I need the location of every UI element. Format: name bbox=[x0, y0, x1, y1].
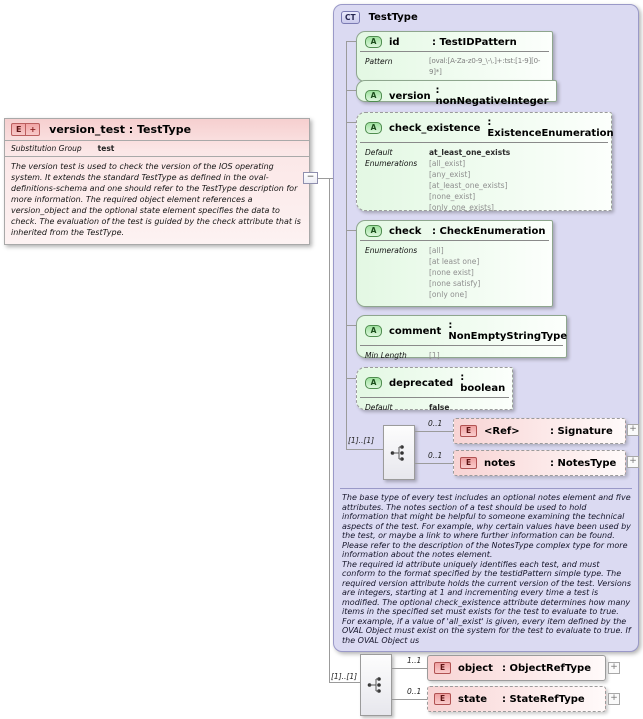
attribute-facets bbox=[357, 398, 512, 416]
element-type: : Signature bbox=[550, 425, 613, 437]
tree-line bbox=[346, 449, 383, 450]
substitution-group-value: test bbox=[97, 144, 115, 153]
element-badge-icon: E bbox=[434, 662, 451, 674]
attribute-badge-icon: A bbox=[365, 122, 382, 134]
expand-button[interactable]: + bbox=[627, 424, 639, 436]
pattern-label: Pattern bbox=[365, 57, 393, 66]
sequence-group-box[interactable] bbox=[360, 654, 392, 716]
attribute-box-deprecated[interactable] bbox=[356, 367, 513, 410]
attribute-facets bbox=[357, 143, 611, 216]
attribute-type: : nonNegativeInteger bbox=[435, 85, 549, 107]
attribute-name: comment bbox=[389, 325, 442, 337]
element-name: <Ref> bbox=[484, 425, 520, 437]
attribute-badge-icon: A bbox=[365, 90, 382, 102]
element-badge-icon: E bbox=[434, 693, 451, 705]
attribute-name: deprecated bbox=[389, 377, 454, 389]
element-name: object bbox=[458, 662, 493, 674]
enumeration-list bbox=[429, 158, 603, 213]
attribute-name: check bbox=[389, 225, 422, 237]
enumeration-item: [all_exist] bbox=[429, 159, 466, 168]
element-type: : ObjectRefType bbox=[502, 662, 591, 674]
testtype-complex-type-panel bbox=[333, 4, 639, 652]
enumeration-item: [all] bbox=[429, 246, 444, 255]
attribute-type: : NonEmptyStringType bbox=[448, 320, 568, 342]
tree-line bbox=[346, 378, 356, 379]
enumeration-item: [any_exist] bbox=[429, 170, 471, 179]
connector-line bbox=[317, 178, 333, 179]
version-test-header bbox=[5, 119, 309, 141]
connector-line bbox=[329, 682, 360, 683]
min-length-label: Min Length bbox=[365, 351, 407, 360]
element-box-signature-ref[interactable] bbox=[453, 418, 626, 444]
enumeration-item: [none_exist] bbox=[429, 192, 476, 201]
sequence-icon bbox=[390, 444, 408, 462]
occurrence-label: 0..1 bbox=[428, 419, 443, 428]
attribute-type: : boolean bbox=[460, 372, 506, 394]
attribute-name: version bbox=[389, 90, 431, 102]
enumeration-item: [none exist] bbox=[429, 268, 474, 277]
tree-line bbox=[392, 668, 427, 669]
default-value: at_least_one_exists bbox=[429, 148, 511, 157]
tree-line bbox=[346, 230, 356, 231]
attribute-head bbox=[357, 81, 556, 110]
element-name: notes bbox=[484, 457, 516, 469]
complex-type-title: TestType bbox=[368, 12, 418, 23]
version-test-description: The version test is used to check the version of the IOS operating system. It extends the standard TestType as defined in the oval-definitions-schema and one should refer to the TestType description for more information. The required object element references a version_object and the optional state element specifies the data to check. The evaluation of the test is guided by the check attribute that is inherited from the TestType. bbox=[11, 162, 301, 237]
element-badge-icon: E bbox=[460, 457, 477, 469]
attribute-box-id[interactable] bbox=[356, 31, 553, 82]
attribute-type: : ExistenceEnumeration bbox=[487, 117, 614, 139]
default-label: Default bbox=[365, 403, 393, 412]
enumeration-item: [none satisfy] bbox=[429, 279, 481, 288]
attribute-type: : CheckEnumeration bbox=[432, 225, 546, 237]
sequence-occurrence-label: [1]..[1] bbox=[331, 672, 358, 681]
attribute-facets bbox=[357, 241, 552, 303]
element-type: : NotesType bbox=[550, 457, 617, 469]
occurrence-label: 0..1 bbox=[428, 451, 443, 460]
sequence-occurrence-label: [1]..[1] bbox=[348, 436, 375, 445]
attribute-type: : TestIDPattern bbox=[432, 36, 517, 48]
tree-line bbox=[346, 90, 356, 91]
attribute-box-version[interactable] bbox=[356, 80, 557, 107]
tree-line bbox=[346, 122, 356, 123]
attribute-badge-icon: A bbox=[365, 225, 382, 237]
tree-line bbox=[392, 699, 427, 700]
attribute-box-check[interactable] bbox=[356, 220, 553, 307]
attribute-name: check_existence bbox=[389, 122, 481, 134]
attribute-head bbox=[357, 368, 512, 397]
element-name: state bbox=[458, 693, 488, 705]
enumeration-list bbox=[429, 245, 544, 300]
connector-line bbox=[329, 178, 330, 682]
sequence-group-box[interactable] bbox=[383, 425, 415, 480]
documentation-paragraph: The required id attribute uniquely identifies each test, and must conform to the format specified by the testidPattern simple type. The required version attribute holds the current version of the test. Versions are integers, starting at 1 and incrementing every time a test is modified. The optional check_existence attribute determines how many items in the specified set must exists for the test to evaluate to true. For example, if a value of 'all_exist' is given, every item defined by the OVAL Object must exist on the system for the test to evaluate to true. If the OVAL Object us bbox=[342, 559, 632, 645]
testtype-documentation bbox=[342, 493, 634, 645]
version-test-element-box[interactable] bbox=[4, 118, 310, 245]
expand-button[interactable]: + bbox=[608, 662, 620, 674]
tree-line bbox=[346, 41, 347, 449]
sequence-icon bbox=[367, 676, 385, 694]
min-length-value: [1] bbox=[429, 351, 440, 360]
expand-plus-icon: + bbox=[25, 124, 39, 135]
element-badge-letter: E bbox=[16, 125, 22, 134]
attribute-head bbox=[357, 316, 566, 345]
element-badge-icon: E bbox=[460, 425, 477, 437]
element-box-notes[interactable] bbox=[453, 450, 626, 476]
attribute-head bbox=[357, 32, 552, 51]
element-box-object[interactable] bbox=[427, 655, 606, 681]
attribute-head bbox=[357, 113, 614, 142]
attribute-badge-icon: A bbox=[365, 377, 382, 389]
enumerations-label: Enumerations bbox=[365, 159, 418, 168]
enumerations-label: Enumerations bbox=[365, 246, 418, 255]
occurrence-label: 0..1 bbox=[407, 687, 422, 696]
enumeration-item: [only one] bbox=[429, 290, 468, 299]
substitution-group-row bbox=[5, 141, 309, 157]
occurrence-label: 1..1 bbox=[407, 656, 422, 665]
default-label: Default bbox=[365, 148, 393, 157]
attribute-facets bbox=[357, 52, 552, 81]
complex-type-badge-icon: CT bbox=[341, 11, 360, 24]
attribute-badge-icon: A bbox=[365, 325, 382, 337]
collapse-toggle-button[interactable]: − bbox=[303, 172, 318, 184]
element-badge-icon bbox=[11, 123, 40, 136]
pattern-value: [oval:[A-Za-z0-9_\-\.]+:tst:[1-9][0-9]*] bbox=[429, 57, 541, 76]
tree-line bbox=[415, 431, 453, 432]
attribute-box-comment[interactable] bbox=[356, 315, 567, 358]
tree-line bbox=[346, 325, 356, 326]
attribute-name: id bbox=[389, 36, 400, 48]
expand-button[interactable]: + bbox=[608, 693, 620, 705]
element-box-state[interactable] bbox=[427, 686, 606, 712]
enumeration-item: [only_one_exists] bbox=[429, 203, 494, 212]
tree-line bbox=[415, 463, 453, 464]
enumeration-item: [at least one] bbox=[429, 257, 480, 266]
testtype-header[interactable] bbox=[341, 11, 418, 24]
divider bbox=[340, 488, 632, 489]
substitution-group-label: Substitution Group bbox=[11, 144, 82, 153]
attribute-facets bbox=[357, 346, 566, 364]
attribute-badge-icon: A bbox=[365, 36, 382, 48]
element-type: : StateRefType bbox=[502, 693, 585, 705]
attribute-box-check-existence[interactable] bbox=[356, 112, 612, 211]
enumeration-item: [at_least_one_exists] bbox=[429, 181, 508, 190]
attribute-head bbox=[357, 221, 552, 240]
version-test-title: version_test : TestType bbox=[49, 123, 192, 136]
tree-line bbox=[346, 41, 356, 42]
default-value: false bbox=[429, 403, 450, 412]
expand-button[interactable]: + bbox=[627, 456, 639, 468]
documentation-paragraph: The base type of every test includes an optional notes element and five attributes. The notes section of a test should be used to hold information that might be helpful to someone examining the technical aspects of the test. For example, why certain values have been used by the test, or maybe a link to where further information can be found. Please refer to the description of the NotesType complex type for more information about the notes element. bbox=[342, 493, 631, 559]
